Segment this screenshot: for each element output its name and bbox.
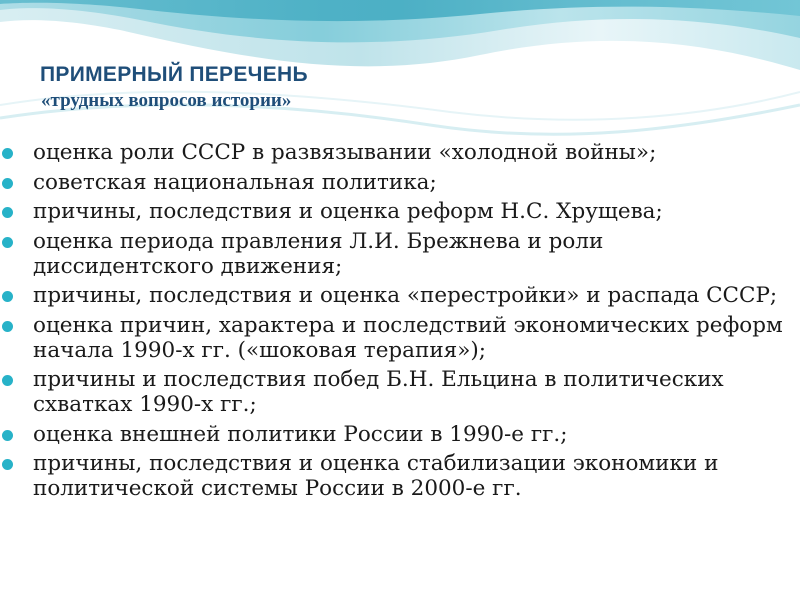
list-item-text: оценка роли СССР в развязывании «холодной войны»; bbox=[33, 140, 657, 165]
list-item bbox=[0, 451, 790, 501]
bullet-icon bbox=[2, 459, 13, 470]
list-item-text: причины, последствия и оценка «перестройки» и распада СССР; bbox=[33, 283, 778, 308]
list-item-text: причины, последствия и оценка реформ Н.С. Хрущева; bbox=[33, 199, 663, 224]
list-item-text: оценка причин, характера и последствий экономических реформ начала 1990-х гг. («шоковая терапия»); bbox=[33, 312, 783, 363]
bullet-icon bbox=[2, 178, 13, 189]
list-item bbox=[0, 422, 790, 447]
bullet-icon bbox=[2, 291, 13, 302]
bullet-icon bbox=[2, 375, 13, 386]
bullet-icon bbox=[2, 430, 13, 441]
bullet-icon bbox=[2, 321, 13, 332]
page-title: ПРИМЕРНЫЙ ПЕРЕЧЕНЬ bbox=[40, 63, 308, 86]
list-item bbox=[0, 229, 790, 279]
title-block bbox=[40, 62, 740, 114]
list-item-text: причины, последствия и оценка стабилизации экономики и политической системы России в 2000-е гг. bbox=[33, 451, 719, 501]
list-item bbox=[0, 313, 790, 363]
bullet-list bbox=[0, 140, 790, 506]
list-item-text: причины и последствия побед Б.Н. Ельцина в политических схватках 1990-х гг.; bbox=[33, 367, 724, 417]
list-item bbox=[0, 283, 790, 308]
page-subtitle: «трудных вопросов истории» bbox=[41, 90, 292, 111]
list-item bbox=[0, 199, 790, 224]
bullet-icon bbox=[2, 237, 13, 248]
list-item bbox=[0, 140, 790, 165]
list-item bbox=[0, 170, 790, 195]
list-item-text: оценка внешней политики России в 1990-е гг.; bbox=[33, 421, 568, 447]
list-item-text: оценка периода правления Л.И. Брежнева и роли диссидентского движения; bbox=[33, 228, 604, 279]
bullet-icon bbox=[2, 148, 13, 159]
list-item bbox=[0, 367, 790, 417]
list-item-text: советская национальная политика; bbox=[33, 169, 437, 195]
bullet-icon bbox=[2, 207, 13, 218]
